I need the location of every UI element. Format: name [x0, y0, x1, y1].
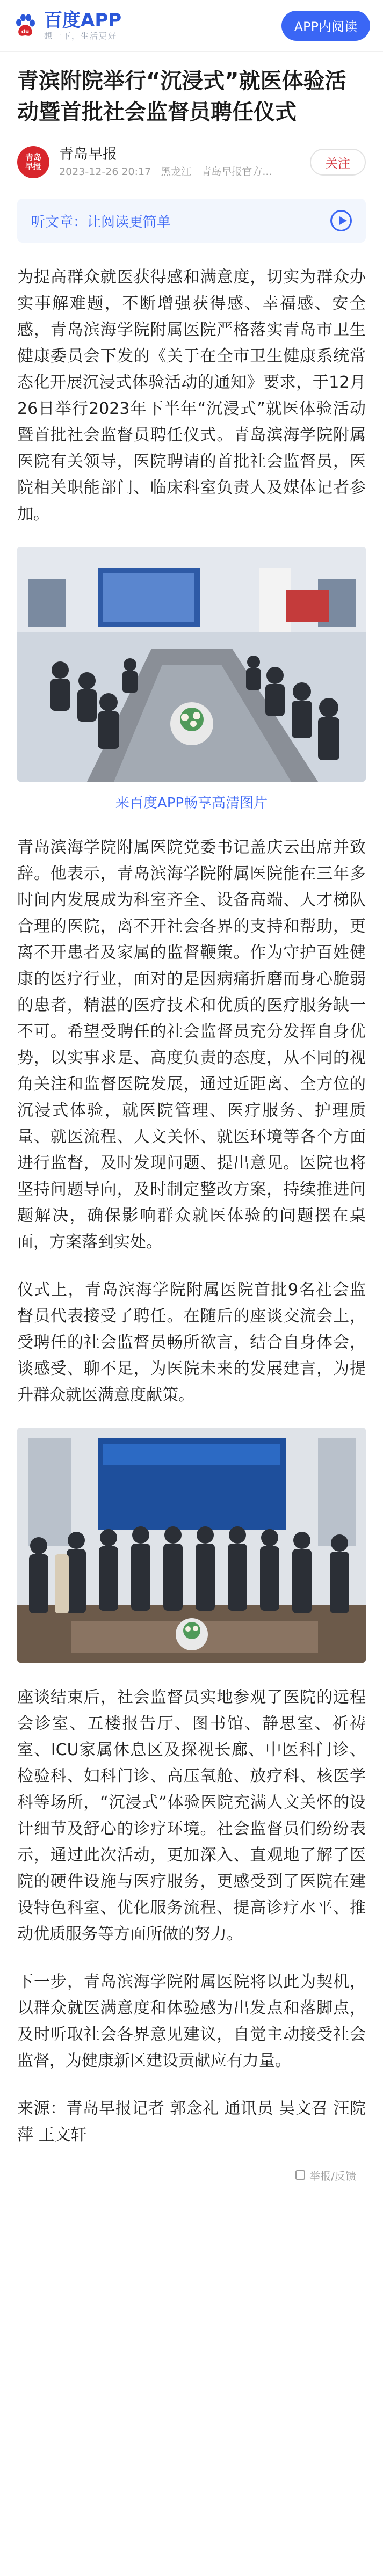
top-app-bar — [0, 0, 383, 52]
brand-logo[interactable] — [13, 10, 121, 41]
author-account: 青岛早报官方... — [201, 166, 272, 178]
author-name[interactable]: 青岛早报 — [59, 146, 117, 163]
report-label: 举报/反馈 — [309, 2169, 356, 2182]
publish-time: 2023-12-26 20:17 — [59, 166, 151, 178]
article-source: 来源：青岛早报记者 郭念礼 通讯员 吴文召 汪院萍 王文轩 — [17, 2099, 366, 2144]
author-meta — [59, 164, 310, 179]
brand-slogan: 想一下，生活更好 — [44, 31, 118, 41]
article-paragraph: 青岛滨海学院附属医院党委书记盖庆云出席并致辞。他表示，青岛滨海学院附属医院能在三年多时间内发展成为科室齐全、设备高端、人才梯队合理的医院，离不开社会各界的支持和帮助，更离不开患者及家属的监督鞭策。作为守护百姓健康的医疗行业，面对的是因病痛折磨而身心脆弱的患者，精湛的医疗技术和优质的医疗服务缺一不可。希望受聘任的社会监督员充分发挥自身优势，以实事求是、高度负责的态度，从不同的视角关注和监督医院发展，通过近距离、全方位的沉浸式体验，就医院管理、医疗服务、护理质量、就医流程、人文关怀、就医环境等各个方面进行监督，及时发现问题、提出意见。医院也将坚持问题导向，及时制定整改方案，持续推进问题解决，确保影响群众就医体验的问题摆在桌面，方案落到实处。 — [17, 838, 366, 1251]
article-paragraph: 为提高群众就医获得感和满意度，切实为群众办实事解难题，不断增强获得感、幸福感、安全感，青岛滨海学院附属医院严格落实青岛市卫生健康委员会下发的《关于在全市卫生健康系统常态化开展沉浸式体验活动的通知》要求，于12月26日举行2023年下半年“沉浸式”就医体验活动暨首批社会监督员聘任仪式。青岛滨海学院附属医院有关领导，医院聘请的首批社会监督员，医院相关职能部门、临床科室负责人及媒体记者参加。 — [17, 268, 366, 523]
play-circle-icon[interactable] — [330, 210, 352, 231]
listen-article-bar[interactable] — [17, 199, 366, 243]
article-paragraph: 座谈结束后，社会监督员实地参观了医院的远程会诊室、五楼报告厅、图书馆、静思室、祈祷室、ICU家属休息区及探视长廊、中医科门诊、检验科、妇科门诊、高压氧舱、放疗科、核医学科等场所，“沉浸式”体验医院充满人文关怀的设计细节及舒心的诊疗环境。社会监督员们纷纷表示，通过此次活动，更加深入、直观地了解了医院的硬件设施与医疗服务，更感受到了医院在建设特色科室、优化服务流程、提高诊疗水平、推动优质服务等方面所做的努力。 — [17, 1688, 366, 1944]
baidu-paw-icon — [13, 13, 38, 38]
hd-image-link[interactable]: 来百度APP畅享高清图片 — [115, 795, 268, 811]
article-title: 青滨附院举行“沉浸式”就医体验活动暨首批社会监督员聘任仪式 — [17, 69, 346, 125]
article-paragraph: 仪式上，青岛滨海学院附属医院首批9名社会监督员代表接受了聘任。在随后的座谈交流会上，受聘任的社会监督员畅所欲言，结合自身体会，谈感受、聊不足，为医院未来的发展建言，为提升群众就医满意度献策。 — [17, 1280, 366, 1405]
author-avatar[interactable] — [17, 146, 49, 178]
report-icon — [295, 2170, 305, 2180]
article-photo-meeting[interactable] — [17, 547, 366, 782]
article-paragraph: 下一步，青岛滨海学院附属医院将以此为契机，以群众就医满意度和体验感为出发点和落脚点，及时听取社会各界意见建议，自觉主动接受社会监督，为健康新区建设贡献应有力量。 — [17, 1973, 366, 2070]
avatar-text-line2: 早报 — [25, 162, 41, 171]
publish-location: 黑龙江 — [161, 166, 192, 178]
article — [0, 66, 383, 2186]
author-row — [17, 142, 366, 183]
listen-label: 听文章：让阅读更简单 — [31, 214, 171, 230]
svg-text:du: du — [21, 28, 30, 35]
brand-name: 百度APP — [44, 9, 122, 31]
follow-button[interactable]: 关注 — [310, 149, 366, 176]
open-in-app-button[interactable]: APP内阅读 — [281, 11, 370, 41]
report-feedback-link[interactable] — [17, 2164, 366, 2186]
avatar-text-line1: 青岛 — [25, 152, 41, 162]
article-photo-group[interactable] — [17, 1428, 366, 1663]
